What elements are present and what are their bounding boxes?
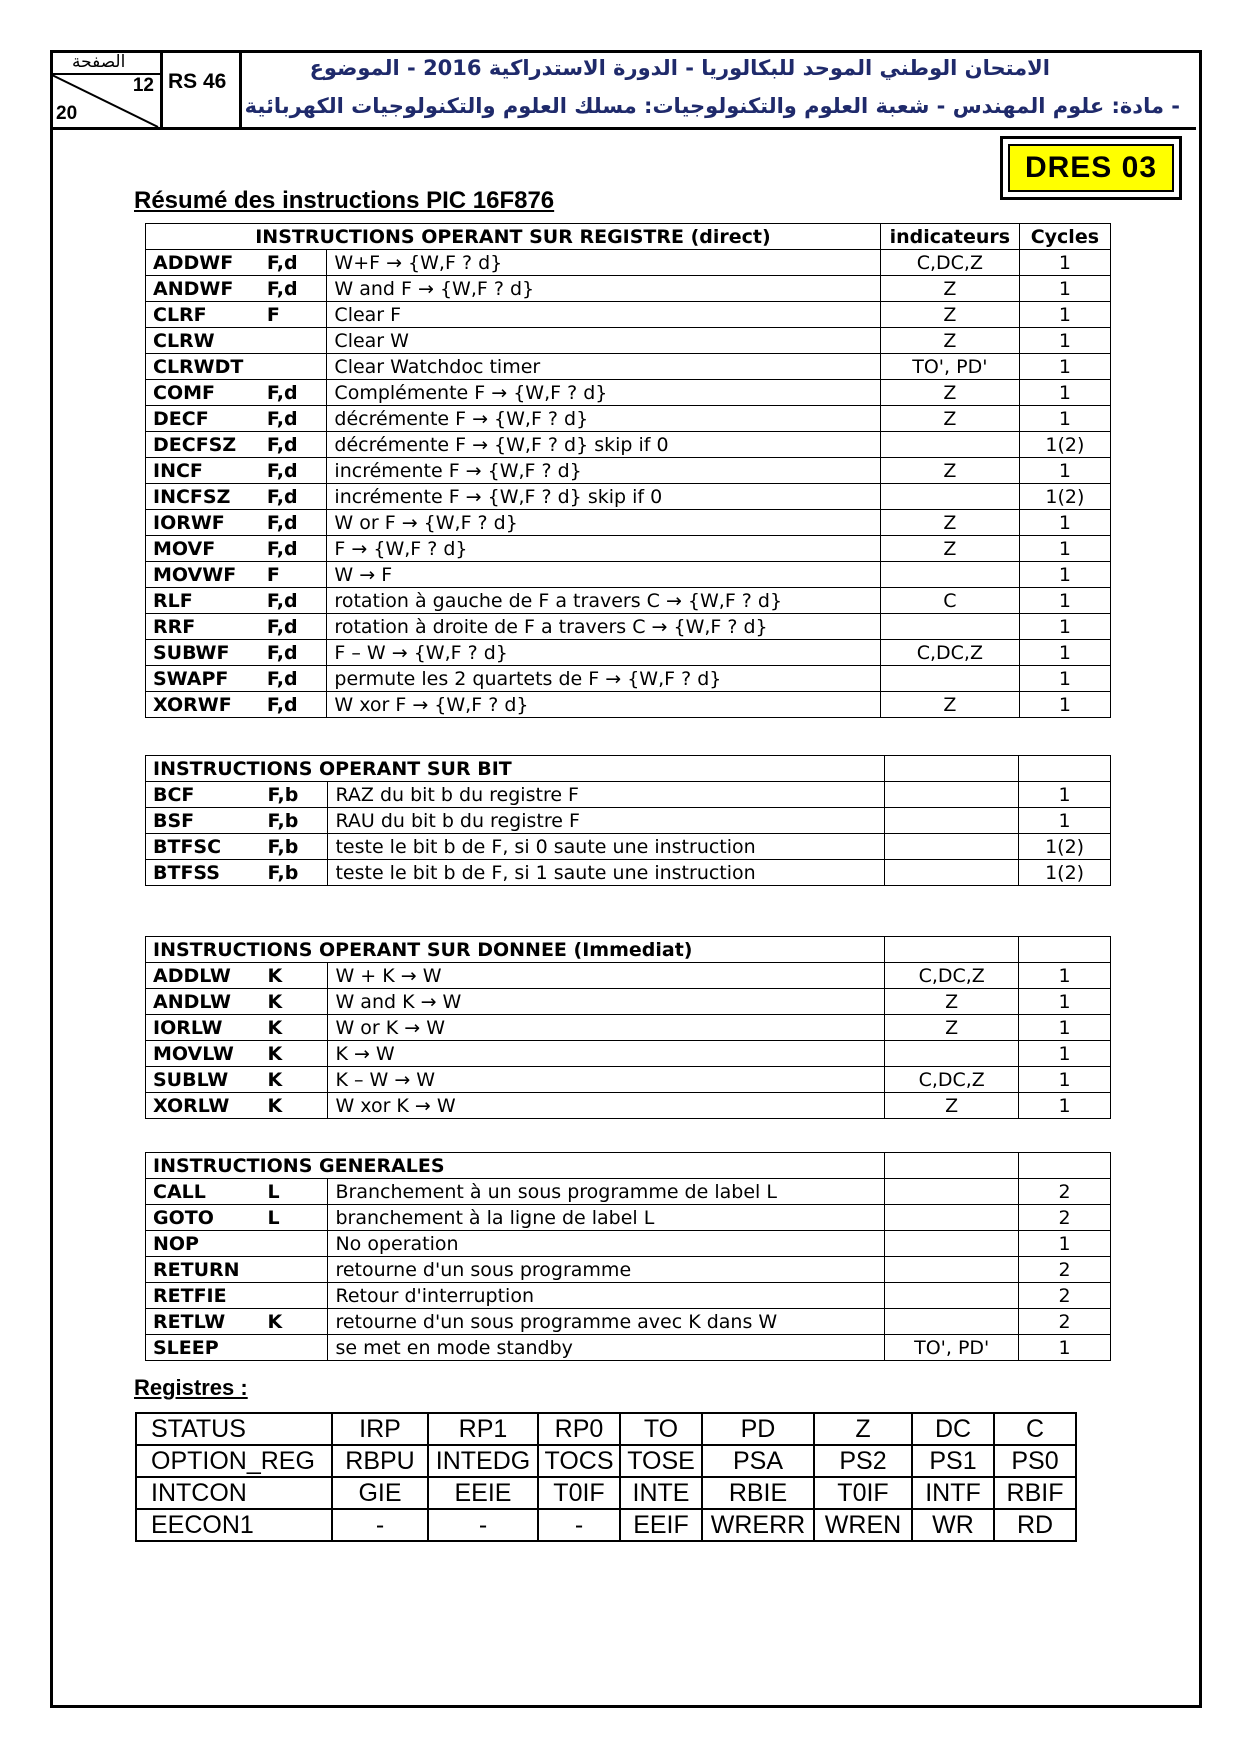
instruction-operands: K <box>264 989 328 1015</box>
instruction-row <box>146 1205 1111 1231</box>
instruction-description: incrémente F → {W,F ? d} skip if 0 <box>327 484 881 510</box>
instruction-cycles: 1 <box>1019 989 1111 1015</box>
register-bit: - <box>538 1509 620 1541</box>
instruction-flags <box>880 614 1019 640</box>
instruction-description: Clear Watchdoc timer <box>327 354 881 380</box>
instruction-mnemonic: CALL <box>146 1179 264 1205</box>
register-bit: DC <box>912 1413 994 1445</box>
instruction-flags: Z <box>880 510 1019 536</box>
instruction-description: No operation <box>328 1231 885 1257</box>
instruction-cycles: 1 <box>1019 354 1110 380</box>
instruction-mnemonic: SLEEP <box>146 1335 264 1361</box>
instruction-flags: TO', PD' <box>880 354 1019 380</box>
instruction-flags: Z <box>880 380 1019 406</box>
register-bit: RP0 <box>538 1413 620 1445</box>
register-bit: IRP <box>332 1413 428 1445</box>
instruction-operands <box>264 1335 328 1361</box>
instruction-description: rotation à droite de F a travers C → {W,F ? d} <box>327 614 881 640</box>
instruction-row <box>146 276 1111 302</box>
register-row <box>136 1509 1076 1541</box>
instruction-operands: F,b <box>264 808 328 834</box>
instruction-operands: F,d <box>263 406 327 432</box>
instruction-operands: F,d <box>263 276 327 302</box>
register-bit: INTF <box>912 1477 994 1509</box>
instruction-cycles: 1 <box>1019 782 1111 808</box>
instruction-description: W + K → W <box>328 963 885 989</box>
instruction-row <box>146 250 1111 276</box>
instruction-flags <box>885 1231 1019 1257</box>
instruction-cycles: 1 <box>1019 1015 1111 1041</box>
instruction-mnemonic: NOP <box>146 1231 264 1257</box>
instruction-description: décrémente F → {W,F ? d} skip if 0 <box>327 432 881 458</box>
registers-title: Registres : <box>134 1375 248 1400</box>
instruction-flags: C,DC,Z <box>880 250 1019 276</box>
instruction-operands: F,d <box>263 484 327 510</box>
instruction-row <box>146 380 1111 406</box>
instruction-cycles: 1 <box>1019 406 1110 432</box>
instruction-description: retourne d'un sous programme avec K dans W <box>328 1309 885 1335</box>
register-row <box>136 1477 1076 1509</box>
register-bit: - <box>332 1509 428 1541</box>
instruction-description: teste le bit b de F, si 1 saute une instruction <box>328 860 885 886</box>
instruction-operands: F,d <box>263 250 327 276</box>
instruction-row <box>146 614 1111 640</box>
instruction-cycles: 1 <box>1019 808 1111 834</box>
instruction-mnemonic: ADDLW <box>146 963 264 989</box>
instruction-operands: K <box>264 1015 328 1041</box>
flags-header: indicateurs <box>880 224 1019 250</box>
instruction-row <box>146 1283 1111 1309</box>
register-instructions-table <box>145 223 1111 718</box>
exam-code: RS 46 <box>168 70 227 93</box>
instruction-mnemonic: CLRWDT <box>146 354 263 380</box>
instruction-cycles: 1 <box>1019 666 1110 692</box>
instruction-operands: K <box>264 963 328 989</box>
instruction-mnemonic: MOVLW <box>146 1041 264 1067</box>
instruction-flags: C <box>880 588 1019 614</box>
instruction-row <box>146 484 1111 510</box>
instruction-row <box>146 782 1111 808</box>
instruction-cycles: 1(2) <box>1019 834 1111 860</box>
instruction-mnemonic: RLF <box>146 588 263 614</box>
instruction-row <box>146 406 1111 432</box>
register-bit: RBIF <box>994 1477 1076 1509</box>
instruction-description: se met en mode standby <box>328 1335 885 1361</box>
instruction-description: teste le bit b de F, si 0 saute une instruction <box>328 834 885 860</box>
register-bit: RD <box>994 1509 1076 1541</box>
instruction-row <box>146 1179 1111 1205</box>
register-row <box>136 1445 1076 1477</box>
exam-code-box <box>163 50 242 127</box>
page-number: 12 <box>132 75 154 96</box>
instruction-flags <box>885 1205 1019 1231</box>
cycles-header <box>1019 756 1111 782</box>
register-bit: WREN <box>814 1509 912 1541</box>
instruction-flags: Z <box>880 276 1019 302</box>
instruction-flags: TO', PD' <box>885 1335 1019 1361</box>
cycles-header: Cycles <box>1019 224 1110 250</box>
instruction-mnemonic: INCFSZ <box>146 484 263 510</box>
bit-instructions-table <box>145 755 1111 886</box>
instruction-mnemonic: ADDWF <box>146 250 263 276</box>
register-bit: Z <box>814 1413 912 1445</box>
instruction-operands: F,b <box>264 834 328 860</box>
register-name: INTCON <box>136 1477 332 1509</box>
register-name: STATUS <box>136 1413 332 1445</box>
instruction-row <box>146 562 1111 588</box>
register-bit: TOCS <box>538 1445 620 1477</box>
instruction-description: Complémente F → {W,F ? d} <box>327 380 881 406</box>
document-badge <box>1000 136 1182 200</box>
register-bit: WR <box>912 1509 994 1541</box>
instruction-description: W xor K → W <box>328 1093 885 1119</box>
instruction-operands: K <box>264 1309 328 1335</box>
instruction-row <box>146 640 1111 666</box>
instruction-cycles: 1 <box>1019 963 1111 989</box>
instruction-cycles: 1 <box>1019 1093 1111 1119</box>
register-bit: T0IF <box>538 1477 620 1509</box>
instruction-row <box>146 989 1111 1015</box>
register-bit: RP1 <box>428 1413 538 1445</box>
register-bit: - <box>428 1509 538 1541</box>
instruction-cycles: 1 <box>1019 1231 1111 1257</box>
instruction-cycles: 1(2) <box>1019 860 1111 886</box>
instruction-cycles: 2 <box>1019 1179 1111 1205</box>
instruction-row <box>146 1309 1111 1335</box>
instruction-mnemonic: COMF <box>146 380 263 406</box>
instruction-cycles: 1(2) <box>1019 432 1110 458</box>
instruction-flags: Z <box>880 458 1019 484</box>
instruction-cycles: 2 <box>1019 1309 1111 1335</box>
table-header-row <box>146 224 1111 250</box>
register-bit: T0IF <box>814 1477 912 1509</box>
register-bit: GIE <box>332 1477 428 1509</box>
instruction-mnemonic: BTFSS <box>146 860 264 886</box>
instruction-mnemonic: ANDLW <box>146 989 264 1015</box>
flags-header <box>885 937 1019 963</box>
instruction-description: W or K → W <box>328 1015 885 1041</box>
cycles-header <box>1019 937 1111 963</box>
instruction-cycles: 2 <box>1019 1283 1111 1309</box>
instruction-row <box>146 1093 1111 1119</box>
instruction-flags: Z <box>880 302 1019 328</box>
instruction-flags <box>885 1309 1019 1335</box>
register-bit: PD <box>702 1413 814 1445</box>
instruction-row <box>146 963 1111 989</box>
registers-table <box>135 1412 1077 1542</box>
instruction-mnemonic: SUBWF <box>146 640 263 666</box>
instruction-flags <box>880 666 1019 692</box>
instruction-description: W and K → W <box>328 989 885 1015</box>
instruction-row <box>146 1067 1111 1093</box>
instruction-description: F → {W,F ? d} <box>327 536 881 562</box>
page-total: 20 <box>56 103 78 124</box>
instruction-flags: Z <box>885 1015 1019 1041</box>
instruction-cycles: 1 <box>1019 302 1110 328</box>
instruction-operands: F,d <box>263 432 327 458</box>
instruction-description: W and F → {W,F ? d} <box>327 276 881 302</box>
cycles-header <box>1019 1153 1111 1179</box>
instruction-cycles: 2 <box>1019 1205 1111 1231</box>
instruction-flags <box>885 1179 1019 1205</box>
instruction-flags <box>885 834 1019 860</box>
instruction-row <box>146 1257 1111 1283</box>
instruction-flags <box>885 1283 1019 1309</box>
instruction-operands: F,d <box>263 614 327 640</box>
table-title: INSTRUCTIONS GENERALES <box>146 1153 885 1179</box>
register-bit: RBIE <box>702 1477 814 1509</box>
page-number-box <box>50 50 163 127</box>
instruction-mnemonic: BSF <box>146 808 264 834</box>
exam-title <box>245 52 1190 127</box>
instruction-flags: C,DC,Z <box>885 1067 1019 1093</box>
instruction-cycles: 1 <box>1019 588 1110 614</box>
table-title: INSTRUCTIONS OPERANT SUR REGISTRE (direct) <box>146 224 881 250</box>
instruction-mnemonic: GOTO <box>146 1205 264 1231</box>
instruction-cycles: 1 <box>1019 380 1110 406</box>
document-badge-label: DRES 03 <box>1008 144 1174 192</box>
instruction-mnemonic: SUBLW <box>146 1067 264 1093</box>
instruction-flags <box>880 484 1019 510</box>
instruction-flags: Z <box>880 692 1019 718</box>
instruction-mnemonic: IORWF <box>146 510 263 536</box>
instruction-row <box>146 510 1111 536</box>
instruction-mnemonic: RETFIE <box>146 1283 264 1309</box>
instruction-row <box>146 302 1111 328</box>
instruction-mnemonic: MOVF <box>146 536 263 562</box>
register-bit: INTE <box>620 1477 702 1509</box>
table-title: INSTRUCTIONS OPERANT SUR DONNEE (Immediat) <box>146 937 885 963</box>
instruction-mnemonic: DECFSZ <box>146 432 263 458</box>
instruction-operands: K <box>264 1041 328 1067</box>
instruction-cycles: 1 <box>1019 1067 1111 1093</box>
instruction-flags <box>885 1257 1019 1283</box>
instruction-cycles: 1 <box>1019 276 1110 302</box>
instruction-flags <box>880 432 1019 458</box>
register-row <box>136 1413 1076 1445</box>
immediate-instructions-table <box>145 936 1111 1119</box>
instruction-operands: F,d <box>263 380 327 406</box>
instruction-operands <box>264 1283 328 1309</box>
instruction-mnemonic: INCF <box>146 458 263 484</box>
instruction-operands <box>264 1257 328 1283</box>
instruction-row <box>146 1041 1111 1067</box>
instruction-cycles: 1 <box>1019 1335 1111 1361</box>
instruction-operands: L <box>264 1205 328 1231</box>
instruction-row <box>146 808 1111 834</box>
instruction-operands: F,d <box>263 666 327 692</box>
table-header-row <box>146 1153 1111 1179</box>
instruction-description: F – W → {W,F ? d} <box>327 640 881 666</box>
instruction-cycles: 1 <box>1019 328 1110 354</box>
instruction-description: rotation à gauche de F a travers C → {W,F ? d} <box>327 588 881 614</box>
instruction-cycles: 1 <box>1019 1041 1111 1067</box>
instruction-row <box>146 432 1111 458</box>
instruction-description: RAU du bit b du registre F <box>328 808 885 834</box>
register-bit: PS1 <box>912 1445 994 1477</box>
instruction-row <box>146 458 1111 484</box>
instruction-cycles: 1 <box>1019 250 1110 276</box>
flags-header <box>885 756 1019 782</box>
instruction-flags: Z <box>880 536 1019 562</box>
register-bit: RBPU <box>332 1445 428 1477</box>
instruction-row <box>146 666 1111 692</box>
table-header-row <box>146 937 1111 963</box>
instruction-mnemonic: IORLW <box>146 1015 264 1041</box>
register-bit: INTEDG <box>428 1445 538 1477</box>
instruction-flags: Z <box>885 989 1019 1015</box>
instruction-description: retourne d'un sous programme <box>328 1257 885 1283</box>
instruction-mnemonic: DECF <box>146 406 263 432</box>
instruction-row <box>146 328 1111 354</box>
instruction-operands: F,d <box>263 536 327 562</box>
instruction-mnemonic: CLRF <box>146 302 263 328</box>
register-bit: TOSE <box>620 1445 702 1477</box>
instruction-cycles: 1 <box>1019 614 1110 640</box>
table-header-row <box>146 756 1111 782</box>
instruction-mnemonic: RRF <box>146 614 263 640</box>
instruction-row <box>146 536 1111 562</box>
instruction-description: décrémente F → {W,F ? d} <box>327 406 881 432</box>
instruction-description: RAZ du bit b du registre F <box>328 782 885 808</box>
instruction-flags <box>885 1041 1019 1067</box>
instruction-operands <box>263 354 327 380</box>
instruction-description: incrémente F → {W,F ? d} <box>327 458 881 484</box>
instruction-description: Clear F <box>327 302 881 328</box>
instruction-operands: L <box>264 1179 328 1205</box>
instruction-description: W or F → {W,F ? d} <box>327 510 881 536</box>
instruction-cycles: 1 <box>1019 692 1110 718</box>
register-bit: PSA <box>702 1445 814 1477</box>
instruction-flags: Z <box>880 328 1019 354</box>
instruction-flags <box>880 562 1019 588</box>
instruction-description: W → F <box>327 562 881 588</box>
instruction-cycles: 1 <box>1019 562 1110 588</box>
instruction-operands: F,b <box>264 860 328 886</box>
instruction-mnemonic: CLRW <box>146 328 263 354</box>
register-name: OPTION_REG <box>136 1445 332 1477</box>
instruction-operands: F,d <box>263 510 327 536</box>
instruction-operands <box>263 328 327 354</box>
register-bit: WRERR <box>702 1509 814 1541</box>
register-bit: C <box>994 1413 1076 1445</box>
instruction-mnemonic: RETURN <box>146 1257 264 1283</box>
instruction-cycles: 2 <box>1019 1257 1111 1283</box>
exam-title-line2: - مادة: علوم المهندس - شعبة العلوم والتكنولوجيات: مسلك العلوم والتكنولوجيات الكهربائية <box>244 94 1180 118</box>
instruction-flags: C,DC,Z <box>885 963 1019 989</box>
instruction-operands: K <box>264 1067 328 1093</box>
register-bit: PS0 <box>994 1445 1076 1477</box>
instruction-description: Branchement à un sous programme de label L <box>328 1179 885 1205</box>
instruction-cycles: 1 <box>1019 458 1110 484</box>
instruction-operands: F,b <box>264 782 328 808</box>
register-bit: TO <box>620 1413 702 1445</box>
instruction-operands: K <box>264 1093 328 1119</box>
instruction-operands: F,d <box>263 640 327 666</box>
instruction-description: W+F → {W,F ? d} <box>327 250 881 276</box>
general-instructions-table <box>145 1152 1111 1361</box>
instruction-description: K – W → W <box>328 1067 885 1093</box>
instruction-description: permute les 2 quartets de F → {W,F ? d} <box>327 666 881 692</box>
instruction-description: branchement à la ligne de label L <box>328 1205 885 1231</box>
instruction-row <box>146 354 1111 380</box>
instruction-row <box>146 860 1111 886</box>
instruction-flags: Z <box>880 406 1019 432</box>
instruction-flags <box>885 860 1019 886</box>
instruction-cycles: 1 <box>1019 640 1110 666</box>
page-title: Résumé des instructions PIC 16F876 <box>134 187 555 214</box>
instruction-flags <box>885 808 1019 834</box>
instruction-row <box>146 588 1111 614</box>
register-name: EECON1 <box>136 1509 332 1541</box>
instruction-row <box>146 834 1111 860</box>
flags-header <box>885 1153 1019 1179</box>
instruction-operands <box>264 1231 328 1257</box>
table-title: INSTRUCTIONS OPERANT SUR BIT <box>146 756 885 782</box>
instruction-description: K → W <box>328 1041 885 1067</box>
instruction-mnemonic: XORWF <box>146 692 263 718</box>
instruction-cycles: 1 <box>1019 536 1110 562</box>
instruction-description: Clear W <box>327 328 881 354</box>
instruction-flags: Z <box>885 1093 1019 1119</box>
instruction-operands: F <box>263 302 327 328</box>
instruction-flags: C,DC,Z <box>880 640 1019 666</box>
instruction-description: W xor F → {W,F ? d} <box>327 692 881 718</box>
instruction-mnemonic: RETLW <box>146 1309 264 1335</box>
instruction-mnemonic: MOVWF <box>146 562 263 588</box>
instruction-row <box>146 1231 1111 1257</box>
instruction-operands: F <box>263 562 327 588</box>
instruction-operands: F,d <box>263 458 327 484</box>
instruction-description: Retour d'interruption <box>328 1283 885 1309</box>
instruction-cycles: 1(2) <box>1019 484 1110 510</box>
register-bit: EEIE <box>428 1477 538 1509</box>
register-bit: EEIF <box>620 1509 702 1541</box>
instruction-mnemonic: SWAPF <box>146 666 263 692</box>
instruction-cycles: 1 <box>1019 510 1110 536</box>
instruction-row <box>146 692 1111 718</box>
instruction-row <box>146 1015 1111 1041</box>
instruction-mnemonic: ANDWF <box>146 276 263 302</box>
instruction-flags <box>885 782 1019 808</box>
page-label: الصفحة <box>72 52 126 72</box>
instruction-operands: F,d <box>263 692 327 718</box>
exam-title-line1: الامتحان الوطني الموحد للبكالوريا - الدورة الاستدراكية 2016 - الموضوع <box>309 56 1050 80</box>
register-bit: PS2 <box>814 1445 912 1477</box>
instruction-row <box>146 1335 1111 1361</box>
instruction-operands: F,d <box>263 588 327 614</box>
instruction-mnemonic: XORLW <box>146 1093 264 1119</box>
instruction-mnemonic: BCF <box>146 782 264 808</box>
instruction-mnemonic: BTFSC <box>146 834 264 860</box>
